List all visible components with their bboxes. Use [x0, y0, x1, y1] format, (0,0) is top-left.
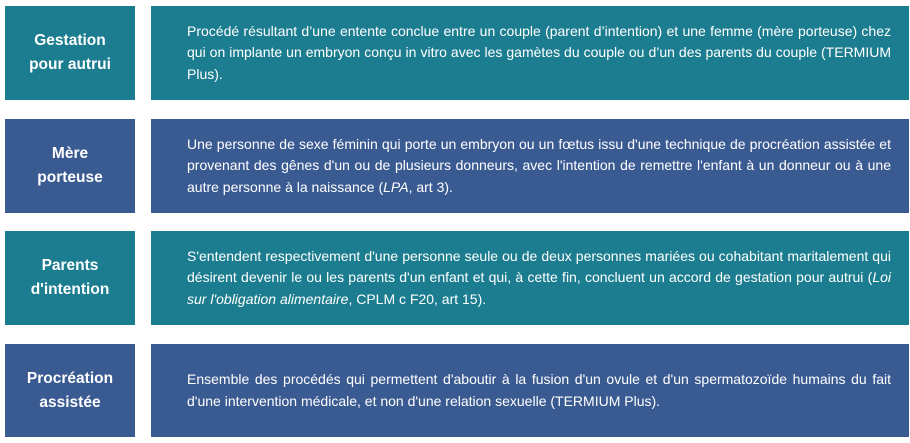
glossary-row-parents-d-intention — [5, 231, 909, 325]
term-label-line: Parents — [41, 257, 99, 274]
definition-text-part: , CPLM c F20, art 15). — [348, 290, 487, 307]
glossary-row-mere-porteuse — [5, 119, 909, 213]
glossary-row-gestation-pour-autrui — [5, 6, 909, 100]
term-box — [5, 344, 135, 437]
definition-text-part: , art 3). — [408, 178, 453, 195]
definition-box — [151, 231, 909, 325]
term-label-line: assistée — [39, 393, 101, 411]
term-label-line: d'intention — [30, 281, 110, 298]
definition-citation: LPA — [383, 178, 409, 195]
definition-text — [187, 134, 891, 199]
term-box — [5, 231, 135, 325]
definition-box — [151, 6, 909, 100]
term-label — [29, 29, 111, 77]
term-label — [31, 254, 110, 302]
definition-text-part: S'entendent respectivement d'une personne seule ou de deux personnes mariées ou cohabitant maritalement qui désirent devenir le ou les parents d'un enfant et qui, à cette fin, concluent un accord de gestation pour autrui ( — [187, 247, 891, 286]
definition-box — [151, 344, 909, 437]
term-label-line: porteuse — [37, 169, 103, 186]
term-label-line: pour autrui — [29, 56, 111, 73]
term-label-line: Procréation — [26, 369, 114, 387]
term-box — [5, 6, 135, 100]
definition-text: Procédé résultant d’une entente conclue entre un couple (parent d’intention) et une femme (mère porteuse) chez qui on implante un embryon conçu in vitro avec les gamètes du couple ou d’un des parents du couple (TERMIUM Plus). — [187, 22, 891, 82]
term-label — [27, 367, 113, 415]
glossary-row-procreation-assistee — [5, 344, 909, 437]
definition-text: Ensemble des procédés qui permettent d'aboutir à la fusion d'un ovule et d'un spermatozoïde humains du fait d'une intervention médicale, et non d'une relation sexuelle (TERMIUM Plus). — [187, 371, 891, 409]
definition-box — [151, 119, 909, 213]
term-box — [5, 119, 135, 213]
definition-citation: Loi sur l'obligation alimentaire — [187, 269, 891, 307]
term-label — [37, 142, 102, 190]
definition-text-part: Une personne de sexe féminin qui porte un embryon ou un fœtus issu d'une technique de procréation assistée et provenant des gênes d'un ou de plusieurs donneurs, avec l'intention de remettre l'enfant à un donneur ou à une autre personne à la naissance ( — [187, 135, 891, 195]
term-label-line: Gestation — [34, 32, 106, 49]
term-label-line: Mère — [51, 145, 89, 162]
definition-text — [187, 246, 891, 311]
